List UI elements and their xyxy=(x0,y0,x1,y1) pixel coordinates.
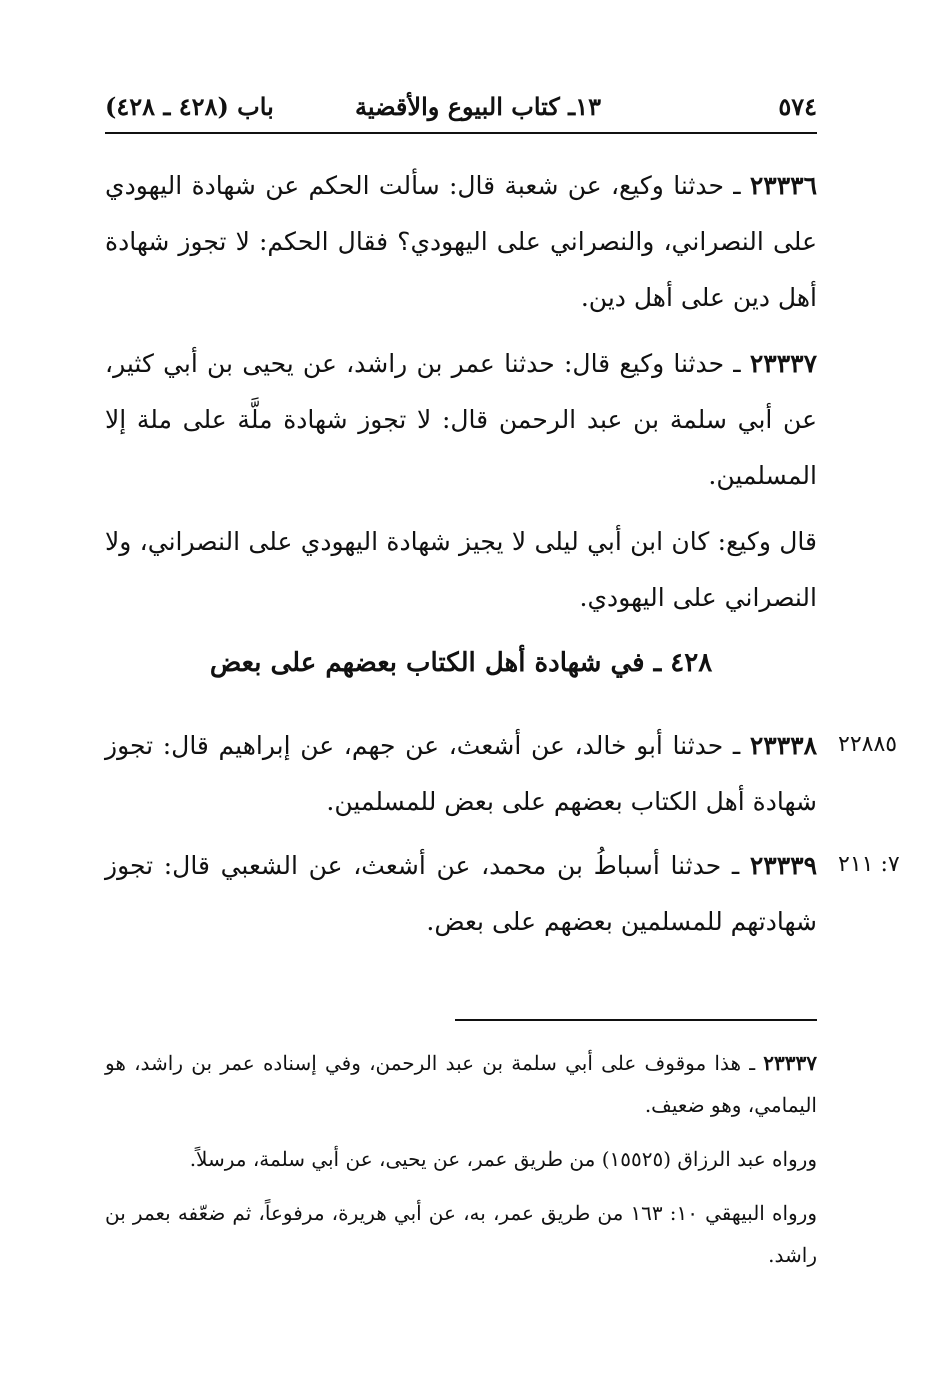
hadith-paragraph xyxy=(105,838,817,950)
footnote xyxy=(105,1042,817,1126)
margin-reference: ٢٢٨٨٥ xyxy=(838,732,898,757)
running-header xyxy=(105,88,817,128)
hadith-text: ـ حدثنا وكيع قال: حدثنا عمر بن راشد، عن يحيى بن أبي كثير، عن أبي سلمة بن عبد الرحمن قال: لا تجوز شهادة ملَّة على ملة إلا المسلمين. xyxy=(105,349,817,490)
chapter-range: باب (٤٢٨ ـ ٤٢٨) xyxy=(105,92,274,121)
hadith-number: ٢٣٣٣٧ xyxy=(749,349,817,378)
hadith-number: ٢٣٣٣٨ xyxy=(749,731,817,760)
book-title: ١٣ـ كتاب البيوع والأقضية xyxy=(355,92,601,121)
footnote-number: ٢٣٣٣٧ xyxy=(763,1051,817,1075)
hadith-paragraph xyxy=(105,718,817,830)
section-heading: ٤٢٨ ـ في شهادة أهل الكتاب بعضهم على بعض xyxy=(209,648,713,678)
commentary-text: قال وكيع: كان ابن أبي ليلى لا يجيز شهادة اليهودي على النصراني، ولا النصراني على اليهودي. xyxy=(105,527,817,612)
hadith-number: ٢٣٣٣٦ xyxy=(749,171,817,200)
footnote xyxy=(105,1138,817,1180)
footnote-text: ورواه عبد الرزاق (١٥٥٢٥) من طريق عمر، عن يحيى، عن أبي سلمة، مرسلاً. xyxy=(189,1147,817,1171)
footnote xyxy=(105,1192,817,1276)
hadith-paragraph xyxy=(105,158,817,326)
hadith-text: ـ حدثنا أبو خالد، عن أشعث، عن جهم، عن إبراهيم قال: تجوز شهادة أهل الكتاب بعضهم على بعض للمسلمين. xyxy=(105,731,817,816)
page-number: ٥٧٤ xyxy=(778,92,817,121)
footnote-text: ـ هذا موقوف على أبي سلمة بن عبد الرحمن، وفي إسناده عمر بن راشد، هو اليمامي، وهو ضعيف. xyxy=(105,1051,817,1117)
header-rule xyxy=(105,132,817,134)
hadith-number: ٢٣٣٣٩ xyxy=(749,851,817,880)
margin-reference: ٧: ٢١١ xyxy=(838,852,900,877)
commentary-paragraph xyxy=(105,514,817,626)
footnote-rule xyxy=(455,1019,817,1021)
footnote-text: ورواه البيهقي ١٠: ١٦٣ من طريق عمر، به، عن أبي هريرة، مرفوعاً، ثم ضعّفه بعمر بن راشد. xyxy=(105,1201,817,1267)
hadith-paragraph xyxy=(105,336,817,504)
hadith-text: ـ حدثنا وكيع، عن شعبة قال: سألت الحكم عن شهادة اليهودي على النصراني، والنصراني على اليهودي؟ فقال الحكم: لا تجوز شهادة أهل دين على أهل دين. xyxy=(105,171,817,312)
hadith-text: ـ حدثنا أسباطُ بن محمد، عن أشعث، عن الشعبي قال: تجوز شهادتهم للمسلمين بعضهم على بعض. xyxy=(105,851,817,936)
